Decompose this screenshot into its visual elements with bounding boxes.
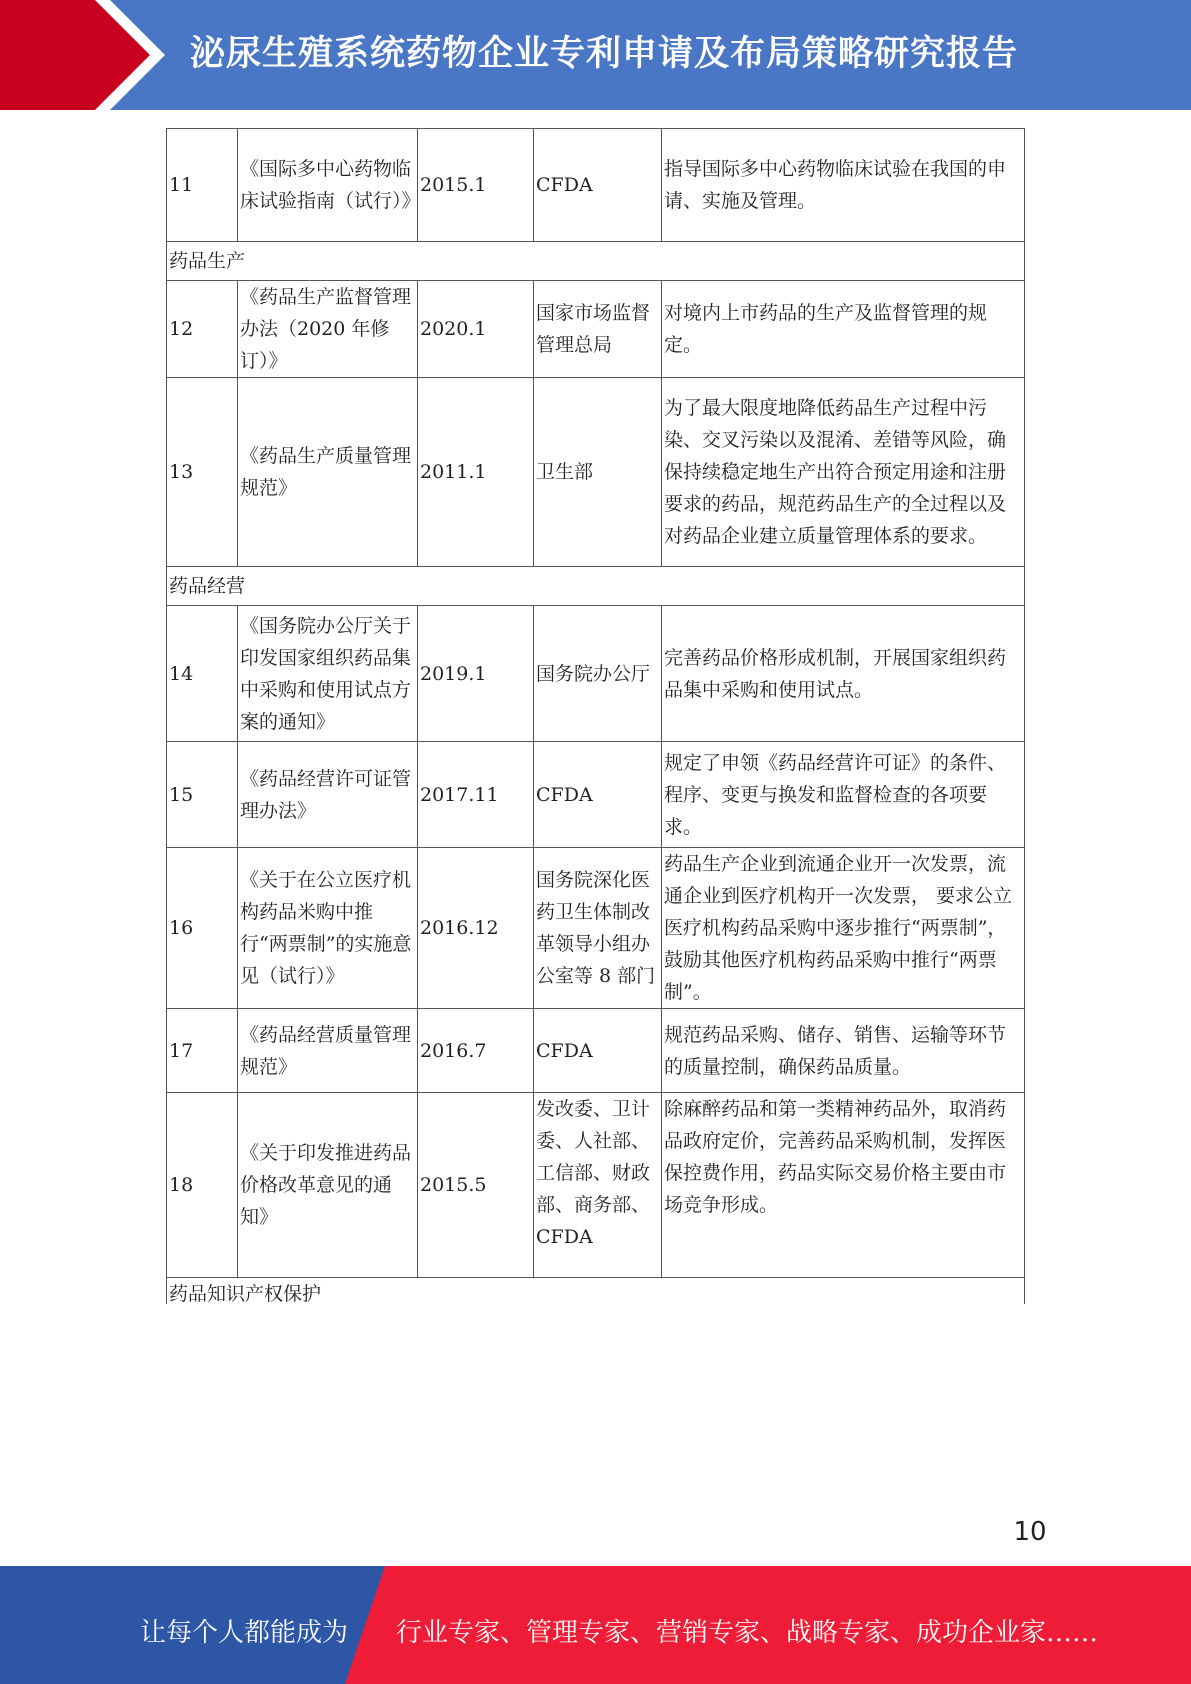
page-header (0, 0, 1191, 110)
issuing-authority: 发改委、卫计委、人社部、工信部、财政部、商务部、CFDA (534, 1093, 662, 1278)
issue-date: 2016.12 (418, 848, 534, 1009)
regulation-content: 药品生产企业到流通企业开一次发票，流通企业到医疗机构开一次发票， 要求公立医疗机构药品采购中逐步推行“两票制”，鼓励其他医疗机构药品采购中推行“两票制”。 (662, 848, 1025, 1009)
regulation-name: 《药品经营许可证管理办法》 (238, 742, 418, 848)
row-number: 17 (167, 1009, 238, 1093)
regulation-content: 规定了申领《药品经营许可证》的条件、程序、变更与换发和监督检查的各项要求。 (662, 742, 1025, 848)
regulation-table-wrap (166, 128, 1025, 1304)
issue-date: 2015.1 (418, 129, 534, 242)
regulation-content: 指导国际多中心药物临床试验在我国的申请、实施及管理。 (662, 129, 1025, 242)
regulation-content: 规范药品采购、储存、销售、运输等环节的质量控制，确保药品质量。 (662, 1009, 1025, 1093)
row-number: 13 (167, 378, 238, 567)
page-number: 10 (1013, 1517, 1047, 1547)
issue-date: 2019.1 (418, 606, 534, 742)
regulation-content: 完善药品价格形成机制，开展国家组织药品集中采购和使用试点。 (662, 606, 1025, 742)
table-row (167, 1093, 1025, 1278)
row-number: 11 (167, 129, 238, 242)
section-row (167, 567, 1025, 606)
issuing-authority: CFDA (534, 1009, 662, 1093)
row-number: 18 (167, 1093, 238, 1278)
issuing-authority: 国务院深化医药卫生体制改革领导小组办公室等 8 部门 (534, 848, 662, 1009)
section-row (167, 1278, 1025, 1305)
table-row (167, 1009, 1025, 1093)
regulation-name: 《药品经营质量管理规范》 (238, 1009, 418, 1093)
footer-slogan-left: 让每个人都能成为 (140, 1618, 349, 1648)
issuing-authority: 国家市场监督管理总局 (534, 281, 662, 378)
section-title: 药品知识产权保护 (167, 1278, 1025, 1305)
row-number: 16 (167, 848, 238, 1009)
issue-date: 2017.11 (418, 742, 534, 848)
report-title: 泌尿生殖系统药物企业专利申请及布局策略研究报告 (190, 34, 1019, 74)
table-row (167, 281, 1025, 378)
issuing-authority: 国务院办公厅 (534, 606, 662, 742)
issue-date: 2016.7 (418, 1009, 534, 1093)
issue-date: 2011.1 (418, 378, 534, 567)
section-row (167, 242, 1025, 281)
regulation-name: 《国际多中心药物临床试验指南（试行）》 (238, 129, 418, 242)
table-row (167, 378, 1025, 567)
regulation-name: 《关于在公立医疗机构药品米购中推行“两票制”的实施意见（试行）》 (238, 848, 418, 1009)
table-row (167, 606, 1025, 742)
table-row (167, 848, 1025, 1009)
regulation-content: 除麻醉药品和第一类精神药品外，取消药品政府定价，完善药品采购机制，发挥医保控费作用，药品实际交易价格主要由市场竞争形成。 (662, 1093, 1025, 1278)
regulation-name: 《药品生产监督管理办法（2020 年修订）》 (238, 281, 418, 378)
regulation-content: 对境内上市药品的生产及监督管理的规定。 (662, 281, 1025, 378)
row-number: 14 (167, 606, 238, 742)
regulation-content: 为了最大限度地降低药品生产过程中污染、交叉污染以及混淆、差错等风险，确保持续稳定地生产出符合预定用途和注册要求的药品，规范药品生产的全过程以及对药品企业建立质量管理体系的要求。 (662, 378, 1025, 567)
issue-date: 2020.1 (418, 281, 534, 378)
issuing-authority: 卫生部 (534, 378, 662, 567)
section-title: 药品经营 (167, 567, 1025, 606)
regulation-name: 《国务院办公厅关于印发国家组织药品集中采购和使用试点方案的通知》 (238, 606, 418, 742)
table-row (167, 742, 1025, 848)
section-title: 药品生产 (167, 242, 1025, 281)
issue-date: 2015.5 (418, 1093, 534, 1278)
row-number: 15 (167, 742, 238, 848)
footer-slogan-right: 行业专家、管理专家、营销专家、战略专家、成功企业家…… (396, 1618, 1099, 1648)
page-footer (0, 1566, 1191, 1684)
issuing-authority: CFDA (534, 742, 662, 848)
row-number: 12 (167, 281, 238, 378)
regulation-table (166, 128, 1025, 1304)
regulation-name: 《药品生产质量管理规范》 (238, 378, 418, 567)
table-row (167, 129, 1025, 242)
issuing-authority: CFDA (534, 129, 662, 242)
regulation-name: 《关于印发推进药品价格改革意见的通知》 (238, 1093, 418, 1278)
